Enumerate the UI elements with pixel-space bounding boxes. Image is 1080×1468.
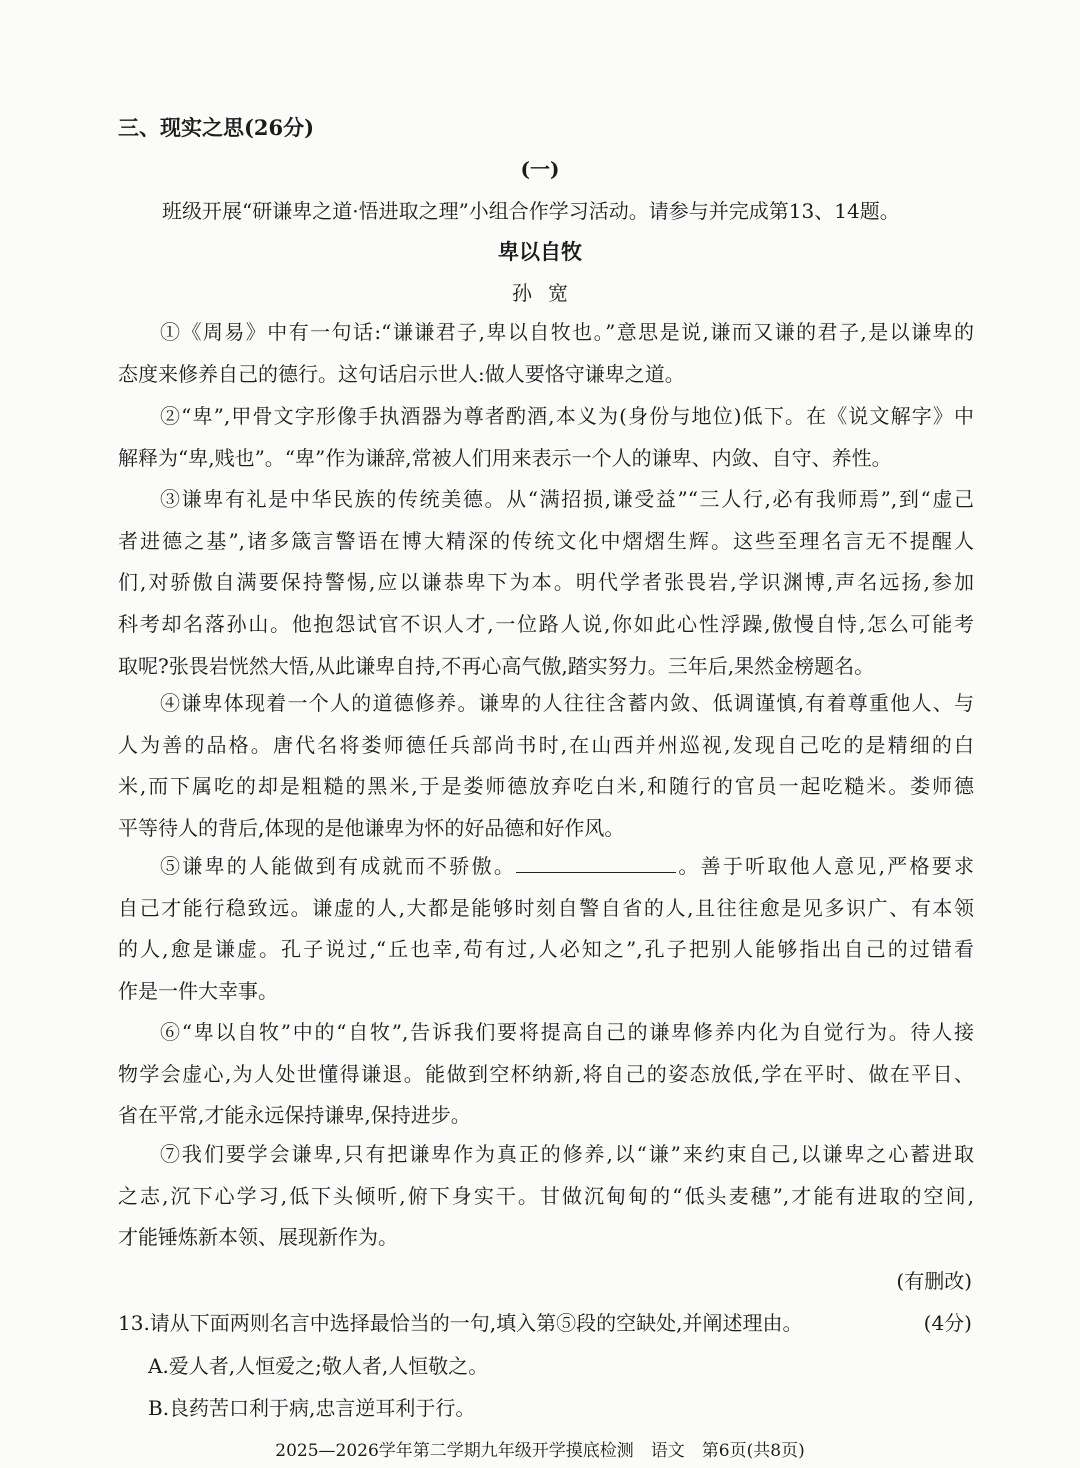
article-title: 卑以自牧 <box>498 239 582 264</box>
paragraph-line: 们,对骄傲自满要保持警惕,应以谦恭卑下为本。明代学者张畏岩,学识渊博,声名远扬,参加 <box>118 570 974 595</box>
paragraph-line: 省在平常,才能永远保持谦卑,保持进步。 <box>118 1103 471 1128</box>
paragraph-5-tail: 。善于听取他人意见,严格要求 <box>676 854 974 878</box>
paragraph-line: 才能锤炼新本领、展现新作为。 <box>118 1225 398 1250</box>
paragraph-line-with-blank <box>118 846 974 888</box>
paragraph-7 <box>118 1134 974 1259</box>
paragraph-6 <box>118 1012 974 1137</box>
paragraph-line: 者进德之基”,诸多箴言警语在博大精深的传统文化中熠熠生辉。这些至理名言无不提醒人 <box>118 528 974 553</box>
paragraph-line: ⑥“卑以自牧”中的“自牧”,告诉我们要将提高自己的谦卑修养内化为自觉行为。待人接 <box>160 1020 974 1044</box>
question-13-option-b: B.良药苦口利于病,忠言逆耳利于行。 <box>148 1396 476 1420</box>
paragraph-line: 米,而下属吃的却是粗糙的黑米,于是娄师德放弃吃白米,和随行的官员一起吃糙米。娄师德 <box>118 774 974 799</box>
paragraph-3 <box>118 479 974 687</box>
paragraph-5 <box>118 846 974 1013</box>
paragraph-line: 态度来修养自己的德行。这句话启示世人:做人要恪守谦卑之道。 <box>118 361 685 386</box>
paragraph-line: 科考却名落孙山。他抱怨试官不识人才,一位路人说,你如此心性浮躁,傲慢自恃,怎么可能考 <box>118 612 974 637</box>
paragraph-line: 自己才能行稳致远。谦虚的人,大都是能够时刻自警自省的人,且往往愈是见多识广、有本领 <box>118 895 974 920</box>
paragraph-line: ④谦卑体现着一个人的道德修养。谦卑的人往往含蓄内敛、低调谨慎,有着尊重他人、与 <box>160 691 974 715</box>
activity-intro: 班级开展“研谦卑之道·悟进取之理”小组合作学习活动。请参与并完成第13、14题。 <box>162 199 900 223</box>
paragraph-line: 的人,愈是谦虚。孔子说过,“丘也幸,苟有过,人必知之”,孔子把别人能够指出自己的过错看 <box>118 937 974 962</box>
paragraph-line: 人为善的品格。唐代名将娄师德任兵部尚书时,在山西并州巡视,发现自己吃的是精细的白 <box>118 732 974 757</box>
paragraph-1 <box>118 312 974 395</box>
answer-blank[interactable] <box>516 854 676 873</box>
paragraph-line: ②“卑”,甲骨文字形像手执酒器为尊者酌酒,本义为(身份与地位)低下。在《说文解字》中 <box>160 404 974 428</box>
paragraph-2 <box>118 396 974 479</box>
paragraph-line: 之志,沉下心学习,低下头倾听,俯下身实干。甘做沉甸甸的“低头麦穗”,才能有进取的空间, <box>118 1183 974 1208</box>
paragraph-4 <box>118 683 974 850</box>
source-note: (有删改) <box>896 1269 972 1293</box>
part-label: (一) <box>520 157 560 181</box>
article-author: 孙宽 <box>512 281 584 305</box>
paragraph-line: 物学会虚心,为人处世懂得谦退。能做到空杯纳新,将自己的姿态放低,学在平时、做在平日、 <box>118 1061 974 1086</box>
paragraph-line: 取呢?张畏岩恍然大悟,从此谦卑自持,不再心高气傲,踏实努力。三年后,果然金榜题名。 <box>118 653 875 678</box>
paragraph-line: 解释为“卑,贱也”。“卑”作为谦辞,常被人们用来表示一个人的谦卑、内敛、自守、养性。 <box>118 445 892 470</box>
question-13-option-a: A.爱人者,人恒爱之;敬人者,人恒敬之。 <box>148 1354 489 1378</box>
question-13-score: (4分) <box>923 1311 972 1335</box>
paragraph-line: 作是一件大幸事。 <box>118 979 278 1004</box>
section-title: 三、现实之思(26分) <box>118 115 315 140</box>
paragraph-5-head: ⑤谦卑的人能做到有成就而不骄傲。 <box>160 854 517 878</box>
question-13: 13.请从下面两则名言中选择最恰当的一句,填入第⑤段的空缺处,并阐述理由。 <box>118 1311 803 1335</box>
paragraph-line: ③谦卑有礼是中华民族的传统美德。从“满招损,谦受益”“三人行,必有我师焉”,到“虚己 <box>160 487 974 511</box>
paragraph-line: ⑦我们要学会谦卑,只有把谦卑作为真正的修养,以“谦”来约束自己,以谦卑之心蓄进取 <box>160 1142 974 1166</box>
paragraph-line: ①《周易》中有一句话:“谦谦君子,卑以自牧也。”意思是说,谦而又谦的君子,是以谦卑的 <box>160 320 974 344</box>
page-footer: 2025—2026学年第二学期九年级开学摸底检测 语文 第6页(共8页) <box>275 1441 805 1461</box>
paragraph-line: 平等待人的背后,体现的是他谦卑为怀的好品德和好作风。 <box>118 816 625 841</box>
